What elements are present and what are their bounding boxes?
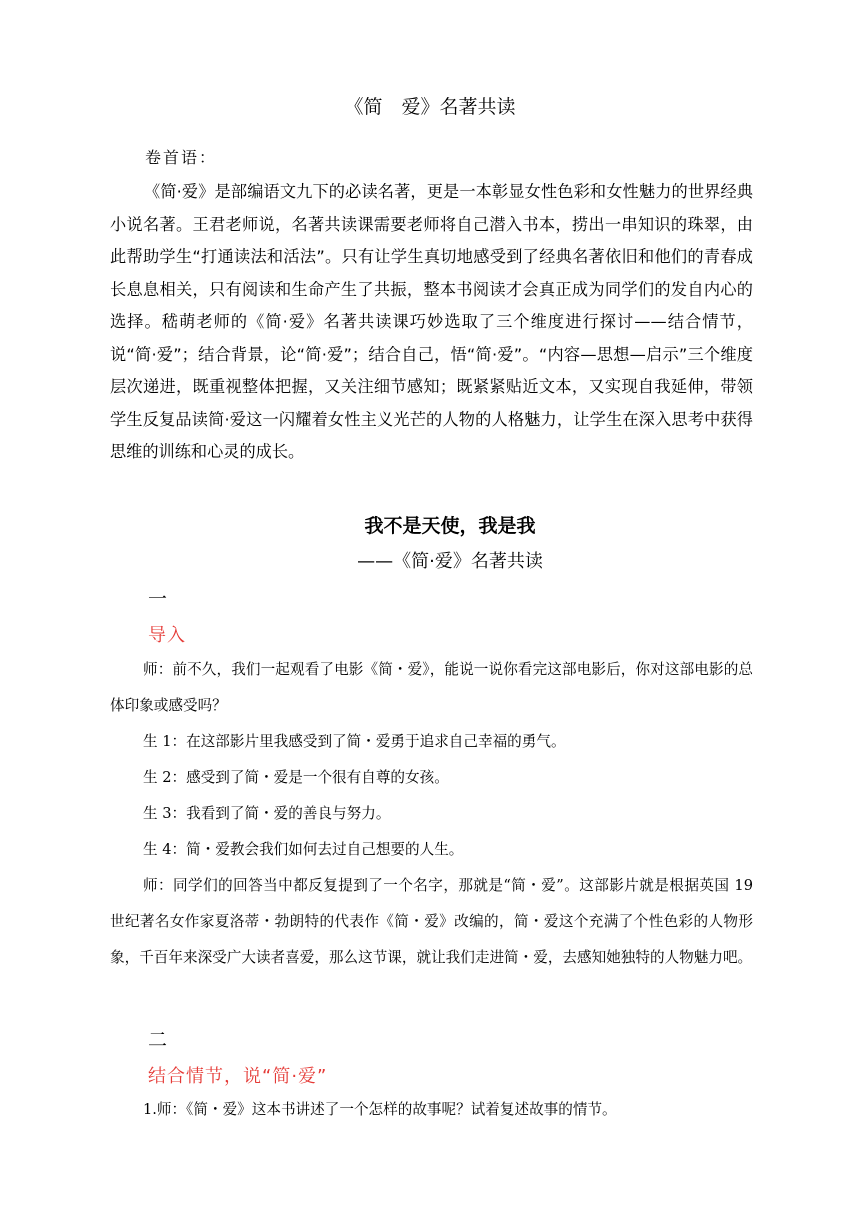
preface-label: 卷首语： (145, 148, 218, 167)
section-2-number: 二 (148, 1029, 168, 1051)
section-1-paragraph-5: 生 4：简・爱教会我们如何去过自己想要的人生。 (143, 841, 464, 858)
section-1-heading: 导入 (148, 625, 186, 646)
section-1-paragraph-6: 师：同学们的回答当中都反复提到了一个名字，那就是“简・爱”。这部影片就是根据英国 19 世纪著名女作家夏洛蒂・勃朗特的代表作《简・爱》改编的，简・爱这个充满了个性色彩的人物形象，千百年来深受广大读者喜爱，那么这节课，就让我们走进简・爱，去感知她独特的人物魅力吧。 (110, 877, 753, 966)
section-1-paragraph-2: 生 1：在这部影片里我感受到了简・爱勇于追求自己幸福的勇气。 (143, 733, 566, 750)
lesson-subtitle: ——《简·爱》名著共读 (357, 551, 543, 572)
section-2-paragraph-1: 1.师：《简・爱》这本书讲述了一个怎样的故事呢？试着复述故事的情节。 (143, 1101, 617, 1118)
document-title: 《简 爱》名著共读 (344, 96, 516, 118)
section-1-paragraph-1: 师：前不久，我们一起观看了电影《简・爱》，能说一说你看完这部电影后，你对这部电影的总体印象或感受吗？ (110, 661, 753, 714)
section-2-heading: 结合情节，说“简·爱” (148, 1066, 328, 1087)
lesson-title: 我不是天使，我是我 (364, 515, 536, 537)
section-1-number: 一 (148, 588, 168, 610)
preface-text: 《简·爱》是部编语文九下的必读名著，更是一本彰显女性色彩和女性魅力的世界经典小说名著。王君老师说，名著共读课需要老师将自己潜入书本，捞出一串知识的珠翠，由此帮助学生“打通读法和活法”。只有让学生真切地感受到了经典名著依旧和他们的青春成长息息相关，只有阅读和生命产生了共振，整本书阅读才会真正成为同学们的发自内心的选择。嵇萌老师的《简·爱》名著共读课巧妙选取了三个维度进行探讨——结合情节，说“简·爱”；结合背景，论“简·爱”；结合自己，悟“简·爱”。“内容—思想—启示”三个维度层次递进，既重视整体把握，又关注细节感知；既紧紧贴近文本，又实现自我延伸，带领学生反复品读简·爱这一闪耀着女性主义光芒的人物的人格魅力，让学生在深入思考中获得思维的训练和心灵的成长。 (110, 182, 753, 461)
section-1-paragraph-3: 生 2：感受到了简・爱是一个很有自尊的女孩。 (143, 769, 449, 786)
section-1-paragraph-4: 生 3：我看到了简・爱的善良与努力。 (143, 805, 391, 822)
